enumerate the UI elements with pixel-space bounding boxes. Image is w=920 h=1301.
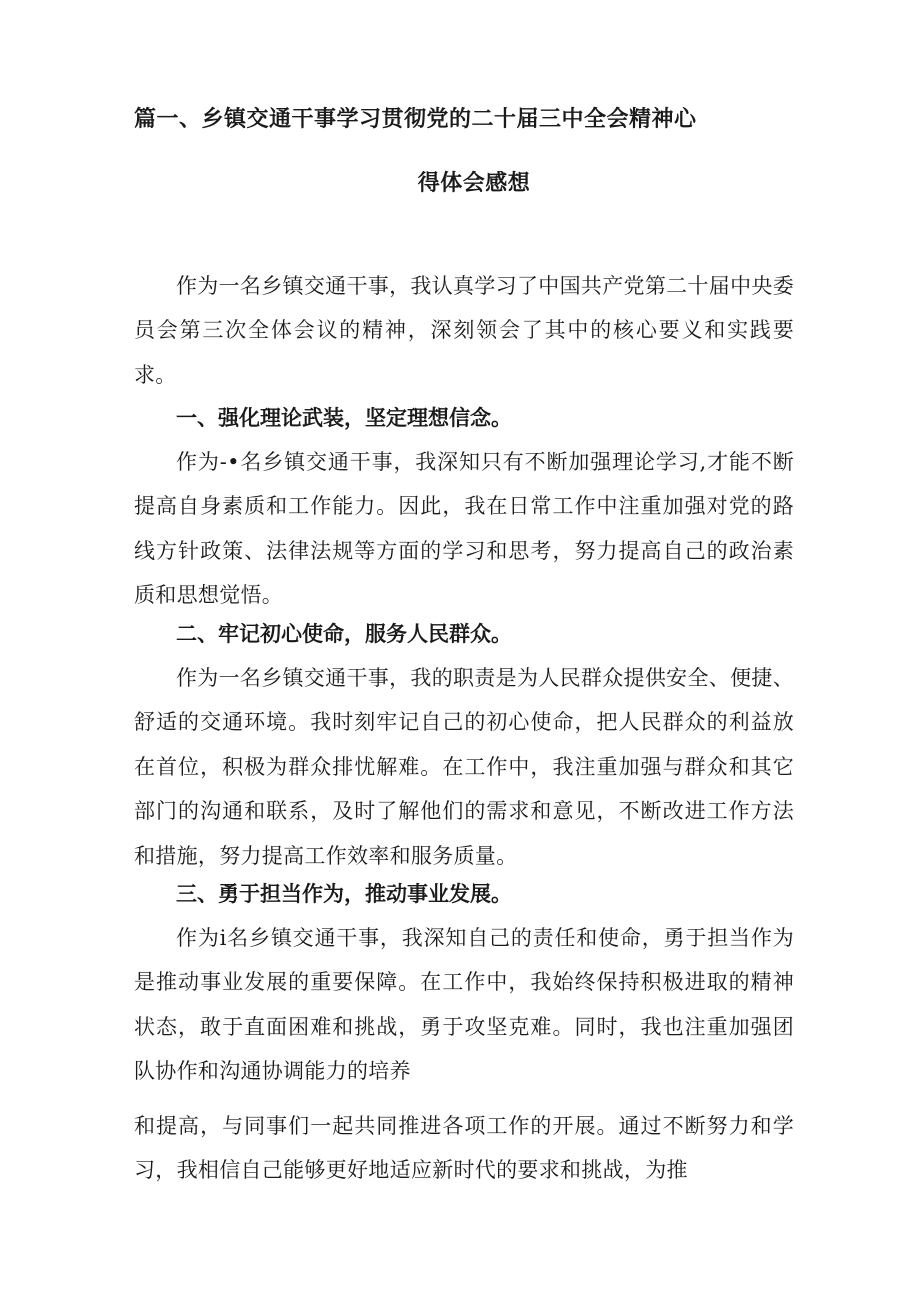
document-title-line-1: 篇一、乡镇交通干事学习贯彻党的二十届三中全会精神心 [134, 106, 697, 132]
intro-paragraph: 作为一名乡镇交通干事，我认真学习了中国共产党第二十届中央委员会第三次全体会议的精神，深刻领会了其中的核心要义和实践要求。 [134, 274, 794, 387]
section-paragraph-2: 作为一名乡镇交通干事，我的职责是为人民群众提供安全、便捷、舒适的交通环境。我时刻牢记自己的初心使命，把人民群众的利益放在首位，积极为群众排忧解难。在工作中，我注重加强与群众和其它部门的沟通和联系，及时了解他们的需求和意见，不断改进工作方法和措施，努力提高工作效率和服务质量。 [134, 666, 794, 868]
document-title-line-2: 得体会感想 [417, 170, 531, 196]
section-heading-2: 二、牢记初心使命，服务人民群众。 [176, 621, 512, 646]
continuation-paragraph: 和提高，与同事们一起共同推进各项工作的开展。通过不断努力和学习，我相信自己能够更好地适应新时代的要求和挑战，为推 [134, 1114, 794, 1183]
section-paragraph-3: 作为i名乡镇交通干事，我深知自己的责任和使命，勇于担当作为是推动事业发展的重要保障。在工作中，我始终保持积极进取的精神状态，敢于直面困难和挑战，勇于攻坚克难。同时，我也注重加强团队协作和沟通协调能力的培养 [134, 926, 794, 1084]
section-paragraph-1: 作为-•名乡镇交通干事，我深知只有不断加强理论学习,才能不断提高自身素质和工作能力。因此，我在日常工作中注重加强对党的路线方针政策、法律法规等方面的学习和思考，努力提高自己的政治素质和思想觉悟。 [134, 450, 794, 608]
section-heading-1: 一、强化理论武装，坚定理想信念。 [176, 405, 512, 430]
section-heading-3: 三、勇于担当作为，推动事业发展。 [176, 881, 512, 906]
